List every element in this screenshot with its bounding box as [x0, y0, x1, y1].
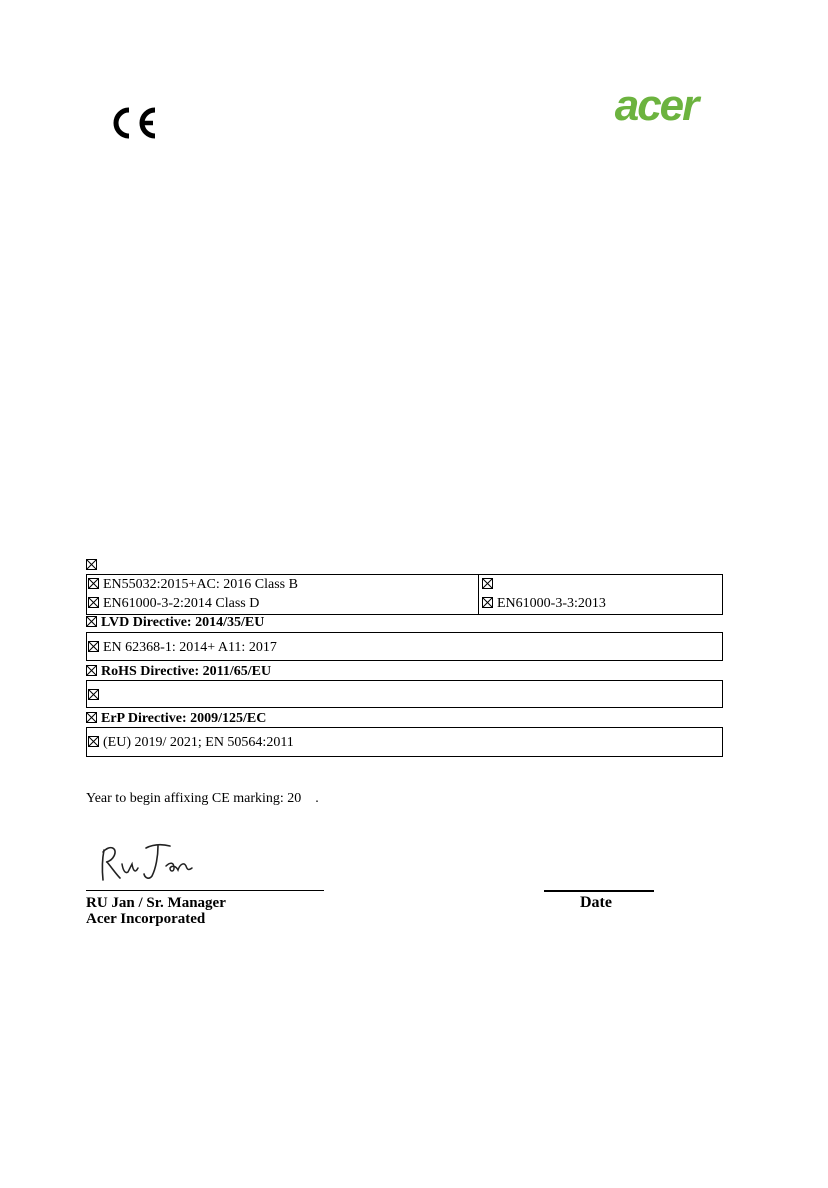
signatory-company: Acer Incorporated — [86, 911, 206, 927]
acer-logo-text: acer — [614, 86, 698, 128]
date-line — [544, 890, 654, 892]
rohs-directive-heading — [86, 664, 271, 680]
erp-heading-text: ErP Directive: 2009/125/EC — [101, 711, 267, 726]
emc-standard-item — [482, 596, 606, 612]
erp-directive-heading — [86, 711, 266, 727]
lvd-heading-rest: 014/35/EU — [202, 615, 265, 630]
checked-box-icon — [86, 712, 97, 723]
signature-line — [86, 890, 324, 891]
emc-standard-text: EN61000-3-3:2013 — [497, 596, 606, 611]
checked-box-icon — [88, 641, 99, 652]
emc-standard-item — [88, 577, 298, 593]
emc-standard-text: EN61000-3-2:2014 Class D — [103, 596, 260, 611]
lvd-standard-item — [88, 640, 277, 656]
lvd-standard-text: EN 62368-1: 2014+ A11: 2017 — [103, 640, 277, 655]
checked-box-icon — [482, 578, 493, 589]
checked-box-icon — [86, 559, 97, 570]
acer-logo — [598, 86, 714, 128]
ce-marking-year-label: Year to begin affixing CE marking: 20 — [86, 791, 302, 806]
rohs-heading-text: RoHS Directive: 2011/65/EU — [101, 664, 272, 679]
ce-marking-year-line — [86, 791, 319, 807]
checked-box-icon — [88, 597, 99, 608]
lvd-directive-heading — [86, 615, 264, 631]
emc-section-heading — [86, 558, 101, 574]
checked-box-icon — [88, 689, 99, 700]
ce-mark-logo — [107, 104, 159, 142]
emc-standard-item — [88, 596, 259, 612]
emc-standard-text: EN55032:2015+AC: 2016 Class B — [103, 577, 298, 592]
checked-box-icon — [482, 597, 493, 608]
checked-box-icon — [88, 736, 99, 747]
checked-box-icon — [86, 616, 97, 627]
erp-standard-text: (EU) 2019/ 2021; EN 50564:2011 — [103, 735, 294, 750]
date-label: Date — [580, 894, 612, 911]
rohs-standards-frame — [86, 680, 723, 708]
checked-box-icon — [88, 578, 99, 589]
lvd-heading-prefix: LVD Directive: 2 — [101, 615, 203, 630]
checked-box-icon — [86, 665, 97, 676]
signatory-name-title: RU Jan / Sr. Manager — [86, 895, 226, 911]
rohs-standard-item — [88, 688, 103, 704]
emc-standard-item — [482, 577, 497, 593]
ce-marking-year-suffix: . — [315, 791, 319, 806]
divider — [478, 574, 479, 615]
handwritten-signature — [96, 838, 206, 888]
erp-standard-item — [88, 735, 294, 751]
